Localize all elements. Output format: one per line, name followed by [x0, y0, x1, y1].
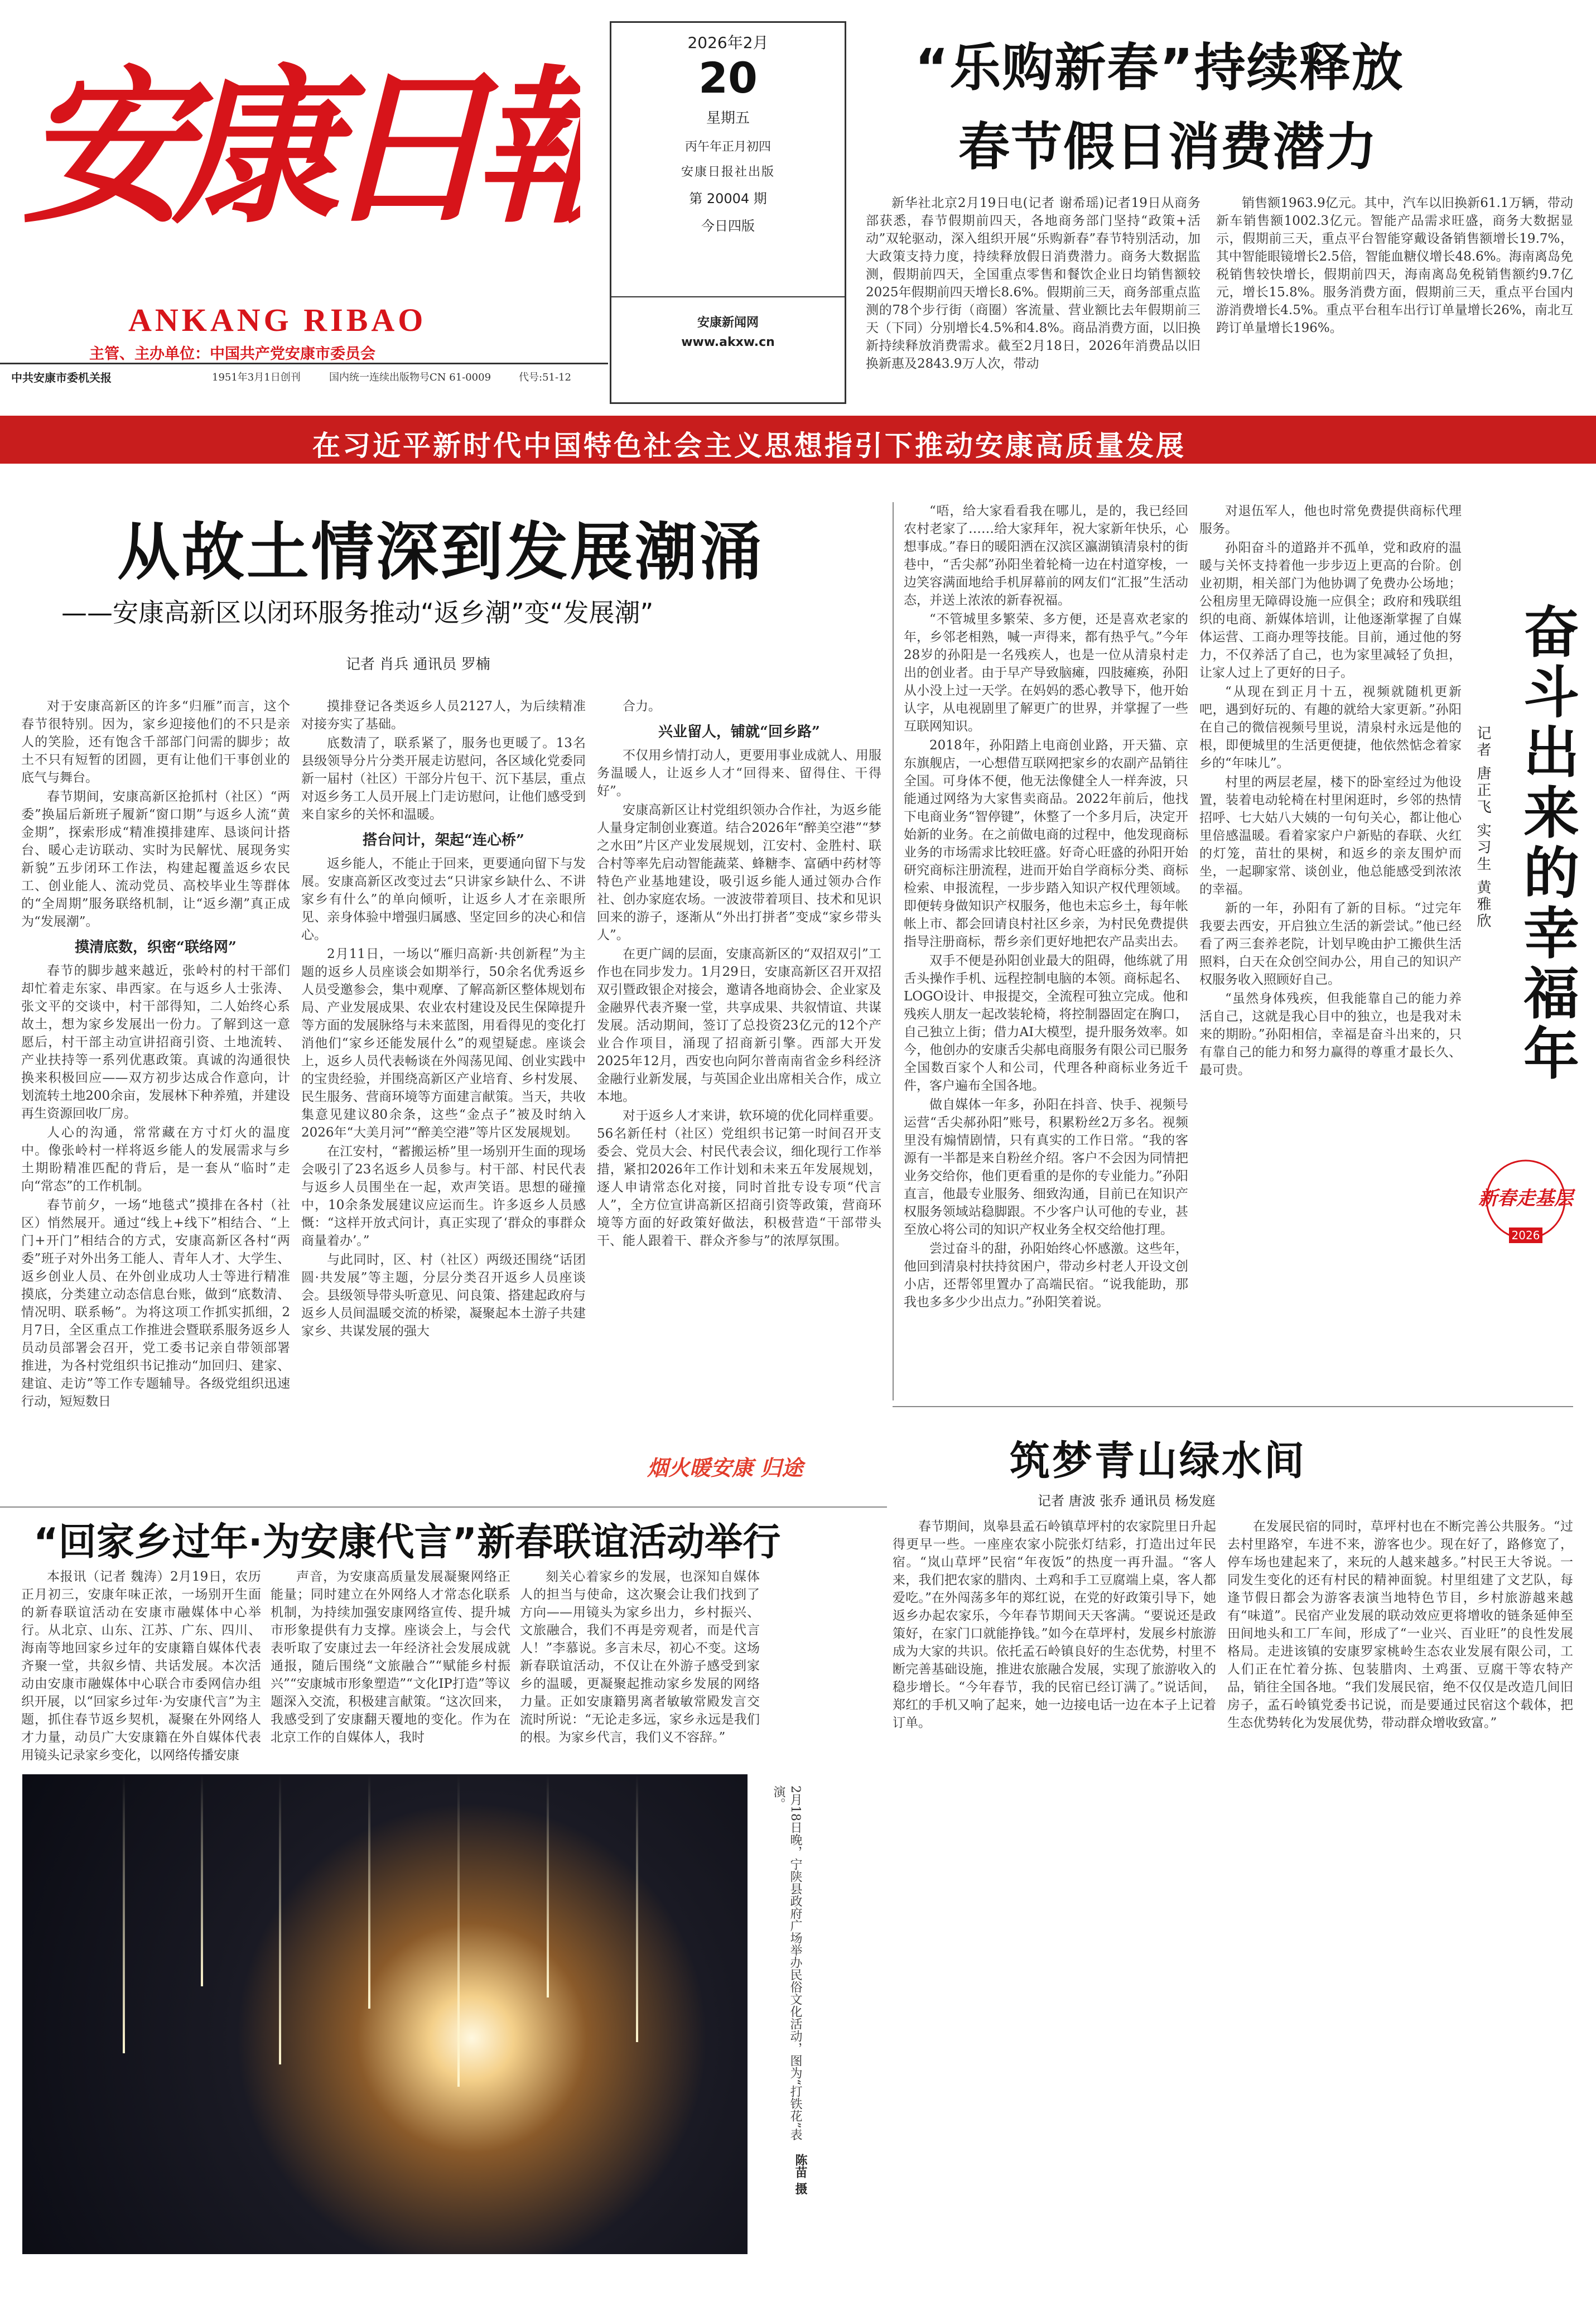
story1-col-1: 对于安康高新区的许多“归雁”而言，这个春节很特别。因为，家乡迎接他们的不只是亲人的笑脸，还有饱含千部部门问需的脚步；故土不只有短暂的团圆，更有让他们干事创业的底气与舞台。 春节期间，安康高新区抢抓村（社区）“两委”换届后新班子履新“窗口期”与返乡人流“黄金期”，探索形成“精准摸排建库、恳谈问计搭台、暖心走访联动、实时为民解忧、展现务实新貌”五步闭环工作法，构建起覆盖返乡农民工、创业能人、流动党员、高校毕业生等群体的“全周期”服务联络机制，让“返乡潮”真正成为“发展潮”。 摸清底数，织密“联络网” 春节的脚步越来越近，张岭村的村干部们却忙着走东家、串西家。在与返乡人士张涛、张文平的交谈中，村干部得知，二人始终心系故土，想为家乡发展出一份力。了解到这一意愿后，村干部主动宣讲招商引资、土地流转、产业扶持等一系列优惠政策。真诚的沟通很快换来积极回应——双方初步达成合作意向，计划流转土地200余亩，发展林下种养殖，并建设再生资源回收厂房。 人心的沟通，常常藏在方寸灯火的温度中。像张岭村一样将返乡能人的发展需求与乡土期盼精准匹配的背后，是一套从“临时”走向“常态”的工作机制。 春节前夕，一场“地毯式”摸排在各村（社区）悄然展开。通过“线上+线下”相结合、“上门+开门”相结合的方式，安康高新区各村“两委”班子对外出务工能人、青年人才、大学生、返乡创业人员、在外创业成功人士等进行精准摸底，分类建立动态信息台账，做到“底数清、情况明、联系畅”。为将这项工作抓实抓细，2月7日，全区重点工作推进会暨联系服务返乡人员动员部署会召开，党工委书记亲自带领部署推进，为各村党组织书记推动“加回归、建家、建谊、走访”等工作专题辅导。各级党组织迅速行动，短短数日: [21, 699, 290, 1409]
story1-col-2: 摸排登记各类返乡人员2127人，为后续精准对接夯实了基础。 底数清了，联系紧了，服务也更暖了。13名县级领导分片分类开展走访慰问，各区域化党委同新一届村（社区）干部分片包干、沉下基层，重点对返乡务工人员开展上门走访慰问，让他们感受到来自家乡的关怀和温暖。 搭台问计，架起“连心桥” 返乡能人，不能止于回来，更要通向留下与发展。安康高新区改变过去“只讲家乡缺什么、不讲家乡有什么”的单向倾听，让返乡人才在亲眼所见、亲身体验中增强归属感、坚定回乡的决心和信心。 2月11日，一场以“雁归高新·共创新程”为主题的返乡人员座谈会如期举行，50余名优秀返乡人员受邀参会，集中观摩、了解高新区整体规划布局、产业发展成果、农业农村建设及民生保障提升等方面的发展脉络与未来蓝图，用看得见的变化打消他们“家乡还能发展什么”的观望疑虑。座谈会上，返乡人员代表畅谈在外闯荡见闻、创业实践中的宝贵经验，并围绕高新区产业培育、乡村发展、民生服务、营商环境等方面建言献策。当天，共收集意见建议80余条，这些“金点子”被及时纳入2026年“大美月河”“醉美空港”等片区发展规划。 在江安村，“蓄搬运桥”里一场别开生面的现场会吸引了23名返乡人员参与。村干部、村民代表与返乡人员围坐在一起，欢声笑语。思想的碰撞中，10余条发展建议应运而生。许多返乡人员感慨：“这样开放式问计，真正实现了‘群众的事群众商量着办’。” 与此同时，区、村（社区）两级还围绕“话团圆·共发展”等主题，分层分类召开返乡人员座谈会。县级领导带头听意见、问良策、搭建起政府与返乡人员间温暖交流的桥梁，凝聚起本土游子共建家乡、共谋发展的强大: [301, 699, 586, 1339]
date-lunar: 丙午年正月初四: [684, 140, 771, 154]
story1-subhead-3: 兴业留人，铺就“回乡路”: [658, 724, 820, 740]
story2-headline: “回家乡过年·为安康代言”新春联谊活动举行: [33, 1520, 781, 1565]
date-box: [610, 21, 846, 404]
story1-col-4: “唔，给大家看看我在哪儿，是的，我已经回农村老家了……给大家拜年，祝大家新年快乐，心想事成。”春日的暖阳洒在汉滨区瀛湖镇清泉村的街巷中，“舌尖郝”孙阳坐着轮椅一边在村道穿梭，一边笑容满面地给手机屏幕前的网友们“汇报”生活动态，并送上浓浓的新春祝福。 “不管城里多繁荣、多方便，还是喜欢老家的年，乡邻老相熟，喊一声得来，都有热乎气。”今年28岁的孙阳是一名残疾人，也是一位从清泉村走出的创业者。由于早产导致脑瘫，四肢瘫痪，孙阳从小没上过一天学。在妈妈的悉心教导下，他开始认字，从电视剧里了解更广的世界，并掌握了一些互联网知识。 2018年，孙阳踏上电商创业路，开天猫、京东旗舰店，一心想借互联网把家乡的农副产品销往全国。可身体不便，他无法像健全人一样奔波，只能通过网络为大家售卖商品。2022年前后，他找下电商业务“智停键”，休整了一个多月后，决定开始新的业务。在之前做电商的过程中，他发现商标业务的市场需求比较旺盛。好奇心旺盛的孙阳开始研究商标注册流程，进而开始自学商标分类、商标检索、申报流程，一步步踏入知识产权代理领域。即便转身做知识产权服务，他也未忘乡土，每年帐帐上市、都会回请良村社区乡亲，为村民免费提供指导注册商标，帮乡亲们更好地把农产品卖出去。 双手不便是孙阳创业最大的阻碍，他练就了用舌头操作手机、远程控制电脑的本领。商标起名、LOGO设计、申报提交，全流程可独立完成。他和残疾人朋友一起改装轮椅，将控制器固定在胸口，自己独立上街；借力AI大模型，提升服务效率。如今，他创办的安康舌尖郝电商服务有限公司已服务全国数百家个人和公司，代理各种商标业务近千件，客户遍布全国各地。 做自媒体一年多，孙阳在抖音、快手、视频号运营“舌尖郝孙阳”账号，积累粉丝2万多名。视频里没有煽情剧情，只有真实的工作日常。“我的客源有一半都是来自粉丝介绍。客户不会因为同情把业务交给你，他们更看重的是你的专业能力。”孙阳直言，他最专业服务、细致沟通，目前已在知识产权服务领域站稳脚跟。不少客户认可他的专业，甚至放心将公司的知识产权业务全权交给他打理。 尝过奋斗的甜，孙阳始终心怀感激。这些年，他回到清泉村扶持贫困户，带动乡村老人开设文创小店，还帮邻里置办了高端民宿。“说我能助，那我也多多少少出点力。”孙阳笑着说。: [904, 504, 1188, 1310]
svg-text:安康日報: 安康日報: [22, 49, 580, 246]
story1-seal: 烟火暖安康 归途: [647, 1456, 803, 1480]
masthead-cn: 国内统一连续出版物号CN 61-0009: [329, 372, 491, 383]
top-story-headline-1: “乐购新春”持续释放: [915, 38, 1404, 98]
column-divider: [893, 502, 894, 1400]
story1-col-3: 合力。 兴业留人，铺就“回乡路” 不仅用乡情打动人，更要用事业成就人、用服务温暖人，让返乡人才“回得来、留得住、干得好”。 安康高新区让村党组织领办合作社，为返乡能人量身定制创业赛道。结合2026年“醉美空港”“梦之水田”片区产业发展规划，江安村、金胜村、联合村等率先启动智能蔬菜、蜂糖李、富硒中药材等特色产业基地建设，吸引返乡能人通过领办合作社、创办家庭农场。一波波带着项目、技术和见识回来的游子，逐渐从“外出打拼者”变成“家乡带头人”。 在更广阔的层面，安康高新区的“双招双引”工作也在同步发力。1月29日，安康高新区召开双招双引暨政银企对接会，邀请各地商协会、企业家及金融界代表齐聚一堂，共享成果、共叙情谊、共谋发展。活动期间，签订了总投资23亿元的12个产业合作项目，涌现了招商新引擎。西部大开发2025年12月，西安也向阿尔普南南省金乡科经济金融行业新发展，与英国企业出席相关合作，成立本地。 对于返乡人才来讲，软环境的优化同样重要。56名新任村（社区）党组织书记第一时间召开支委会、党员大会、村民代表会议，细化现行工作举措，紧扣2026年工作计划和未来五年发展规划，逐人申请常态化对接，同时首批专设专项“代言人”，全方位宣讲高新区招商引资等政策，营商环境等方面的好政策好做法，积极营造“干部带头干、能人跟着干、群众齐参与”的浓厚氛围。: [597, 699, 881, 1248]
masthead-founded: 1951年3月1日创刊: [212, 372, 301, 383]
photo-caption: 2月18日晚，宁陕县政府广场举办民俗文化活动，图为“打铁花”表演。: [772, 1785, 802, 2141]
slogan-banner-text: 在习近平新时代中国特色社会主义思想指引下推动安康高质量发展: [312, 430, 1186, 462]
story1-byline: 记者 肖兵 通讯员 罗楠: [346, 656, 490, 673]
masthead-calligraphy: [22, 22, 580, 335]
date-year-month: 2026年2月: [687, 33, 769, 52]
spring-badge: [1467, 1144, 1584, 1255]
date-box-divider: [611, 296, 845, 297]
story1-subhead-2: 搭台问计，架起“连心桥”: [363, 832, 524, 849]
story2-col-2: 声音，为安康高质量发展凝聚网络正能量；同时建立在外网络人才常态化联系机制，为持续加强安康网络宣传、提升城市形象提供有力支撑。座谈会上，与会代表听取了安康过去一年经济社会发展成就通报，随后围绕“文旅融合”“赋能乡村振兴”“安康城市形象塑造”“文化IP打造”等议题深入交流，积极建言献策。“这次回来，我感受到了安康翻天覆地的变化。作为在北京工作的自媒体人，我时: [271, 1570, 510, 1745]
date-weekday: 星期五: [706, 110, 750, 127]
masthead-issuer: 中共安康市委机关报: [11, 371, 112, 384]
masthead-sponsor: 主管、主办单位：中国共产党安康市委员会: [89, 345, 375, 363]
masthead-pinyin: ANKANG RIBAO: [128, 302, 427, 338]
story1-subheadline: ——安康高新区以闭环服务推动“返乡潮”变“发展潮”: [61, 598, 654, 628]
story2-col-1: 本报讯（记者 魏涛）2月19日，农历正月初三，安康年味正浓，一场别开生面的新春联谊活动在安康市融媒体中心举行。从北京、山东、江苏、广东、四川、海南等地回家乡过年的安康籍自媒体代表齐聚一堂，共叙乡情、共话发展。本次活动由安康市融媒体中心联合市委网信办组织开展，以“回家乡过年·为安康代言”为主题，抓住春节返乡契机，凝聚在外网络人才力量，动员广大安康籍在外自媒体代表用镜头记录家乡变化，以网络传播安康: [21, 1570, 261, 1763]
story3-headline: 筑梦青山绿水间: [1010, 1437, 1307, 1484]
story1-headline: 从故土情深到发展潮涌: [117, 516, 764, 589]
masthead-rule: [0, 363, 608, 364]
story3-top-rule: [893, 1406, 1573, 1407]
fireworks-photo: [22, 1774, 748, 2254]
side-headline: 奋斗出来的幸福年: [1514, 603, 1579, 1085]
date-issue: 第 20004 期: [689, 191, 767, 206]
site-label: 安康新闻网: [697, 316, 759, 330]
top-story-col-1: 新华社北京2月19日电(记者 谢希瑶)记者19日从商务部获悉，春节假期前四天，各地商务部门坚持“政策+活动”双轮驱动，深入组织开展“乐购新春”春节特别活动，加大政策支持力度，持续释放假日消费潜力。商务大数据监测，假期前四天，全国重点零售和餐饮企业日均销售额较2025年假期前四天增长8.6%。假期前三天，商务部重点监测的78个步行街（商圈）客流量、营业额比去年假期前三天（下同）分别增长4.5%和4.8%。商品消费方面，以旧换新持续释放消费需求。截至2月18日，2026年消费品以旧换新惠及2843.9万人次，带动: [866, 196, 1200, 371]
top-story-col-2: 销售额1963.9亿元。其中，汽车以旧换新61.1万辆，带动新车销售额1002.3亿元。智能产品需求旺盛，商务大数据显示，假期前三天，重点平台智能穿戴设备销售额增长19.7%，其中智能眼镜增长2.5倍，智能血糖仪增长48.6%。海南离岛免税销售较快增长，假期前四天，海南离岛免税销售额约9.7亿元，增长15.8%。服务消费方面，假期前三天，重点平台国内游消费增长4.5%。重点平台租车出行订单量增长26%，南北互跨订单量增长196%。: [1216, 196, 1573, 335]
story1-col-5: 对退伍军人，他也时常免费提供商标代理服务。 孙阳奋斗的道路并不孤单，党和政府的温暖与关怀支持着他一步步迈上更高的台阶。创业初期，相关部门为他协调了免费办公场地；公租房里无障碍设施一应俱全；政府和残联组织的电商、新媒体培训，让他逐渐掌握了自媒体运营、工商办理等技能。目前，通过他的努力，不仅养活了自己，也为家里减轻了负担，让家人过上了更好的日子。 “从现在到正月十五，视频就随机更新吧，遇到好玩的、有趣的就给大家更新。”孙阳在自己的微信视频号里说，清泉村永远是他的根，即便城里的生活更便捷，他依然惦念着家乡的“年味儿”。 村里的两层老屋，楼下的卧室经过为他设置，装着电动轮椅在村里闲逛时，乡邻的热情招呼、七大姑八大姨的一句句关心，都让他心里倍感温暖。看着家家户户新贴的春联、火红的灯笼，苗壮的果树，和返乡的亲友围炉而坐，一起聊家常、谈创业，他总能感受到浓浓的幸福。 新的一年，孙阳有了新的目标。“过完年我要去西安，开启独立生活的新尝试。”他已经看了两三套养老院，计划早晚由护工搬供生活照料，白天在众创空间办公，用自己的知识产权服务收入照顾好自己。 “虽然身体残疾，但我能靠自己的能力养活自己，这就是我心目中的独立，也是我对未来的期盼。”孙阳相信，幸福是奋斗出来的，只有靠自己的能力和努力赢得的尊重才最长久、最可贵。: [1199, 504, 1462, 1077]
date-pages: 今日四版: [701, 218, 755, 234]
date-publisher: 安康日报社出版: [681, 165, 775, 179]
story2-top-rule: [0, 1506, 887, 1508]
story2-col-3: 刻关心着家乡的发展，也深知自媒体人的担当与使命，这次聚会让我们找到了方向——用镜头为家乡出力，乡村振兴、文旅融合，我们不再是旁观者，而是代言人！”李慕说。多言未尽，初心不变。这场新春联谊活动，不仅让在外游子感受到家乡的温暖，更凝聚起推动家乡发展的网络力量。正如安康籍男离者敏敏常殿发言交流时所说：“无论走多远，家乡永远是我们的根。为家乡代言，我们义不容辞。”: [520, 1570, 760, 1745]
slogan-banner: [0, 416, 1596, 464]
story3-col-1: 春节期间，岚皋县孟石岭镇草坪村的农家院里日升起得更早一些。一座座农家小院张灯结彩，打造出过年民宿。“岚山草坪”民宿“年夜饭”的热度一再升温。“客人来，我们把农家的腊肉、土鸡和手工豆腐端上桌，客人都爱吃。”在外闯荡多年的郑红说，在党的好政策引导下，她返乡办起农家乐，今年春节期间天天客满。“要说还是政策好，在家门口就能挣钱。”如今在草坪村，发展乡村旅游成为大家的共识。依托孟石岭镇良好的生态优势，村里不断完善基础设施，推进农旅融合发展，实现了旅游收入的稳步增长。“今年春节，我的民宿已经订满了。”说话间，郑红的手机又响了起来，她一边接电话一边在本子上记着订单。: [893, 1519, 1216, 1730]
story1-subhead-1: 摸清底数，织密“联络网”: [75, 939, 237, 956]
badge-text: 新春走基层: [1478, 1187, 1573, 1210]
story3-col-2: 在发展民宿的同时，草坪村也在不断完善公共服务。“过去村里路窄，车进不来，游客也少。现在好了，路修宽了，停车场也建起来了，来玩的人越来越多。”村民王大爷说。一同发生变化的还有村民的精神面貌。村里组建了文艺队，每逢节假日都会为游客表演当地特色节目，乡村旅游越来越有“味道”。民宿产业发展的联动效应更将增收的链条延伸至田间地头和工厂车间，形成了“一业兴、百业旺”的良性发展格局。走进该镇的安康罗家桃岭生态农业发展有限公司，工人们正在忙着分拣、包装腊肉、土鸡蛋、豆腐干等农特产品，销往全国各地。“我们发展民宿，绝不仅仅是改造几间旧房子，孟石岭镇党委书记说，而是要通过民宿这个载体，把生态优势转化为发展优势，带动群众增收致富。”: [1227, 1519, 1573, 1730]
date-day: 20: [698, 53, 758, 103]
masthead-postcode: 代号:51-12: [519, 372, 571, 383]
photo-credit: 陈苗 摄: [793, 2154, 808, 2195]
side-byline: 记者 唐正飞 实习生 黄雅欣: [1474, 725, 1491, 930]
masthead-logo: [22, 22, 580, 312]
badge-year: 2026: [1511, 1229, 1540, 1242]
story3-byline: 记者 唐波 张乔 通讯员 杨发庭: [1038, 1493, 1216, 1509]
site-url[interactable]: www.akxw.cn: [681, 335, 775, 349]
top-story-headline-2: 春节假日消费潜力: [958, 117, 1378, 177]
